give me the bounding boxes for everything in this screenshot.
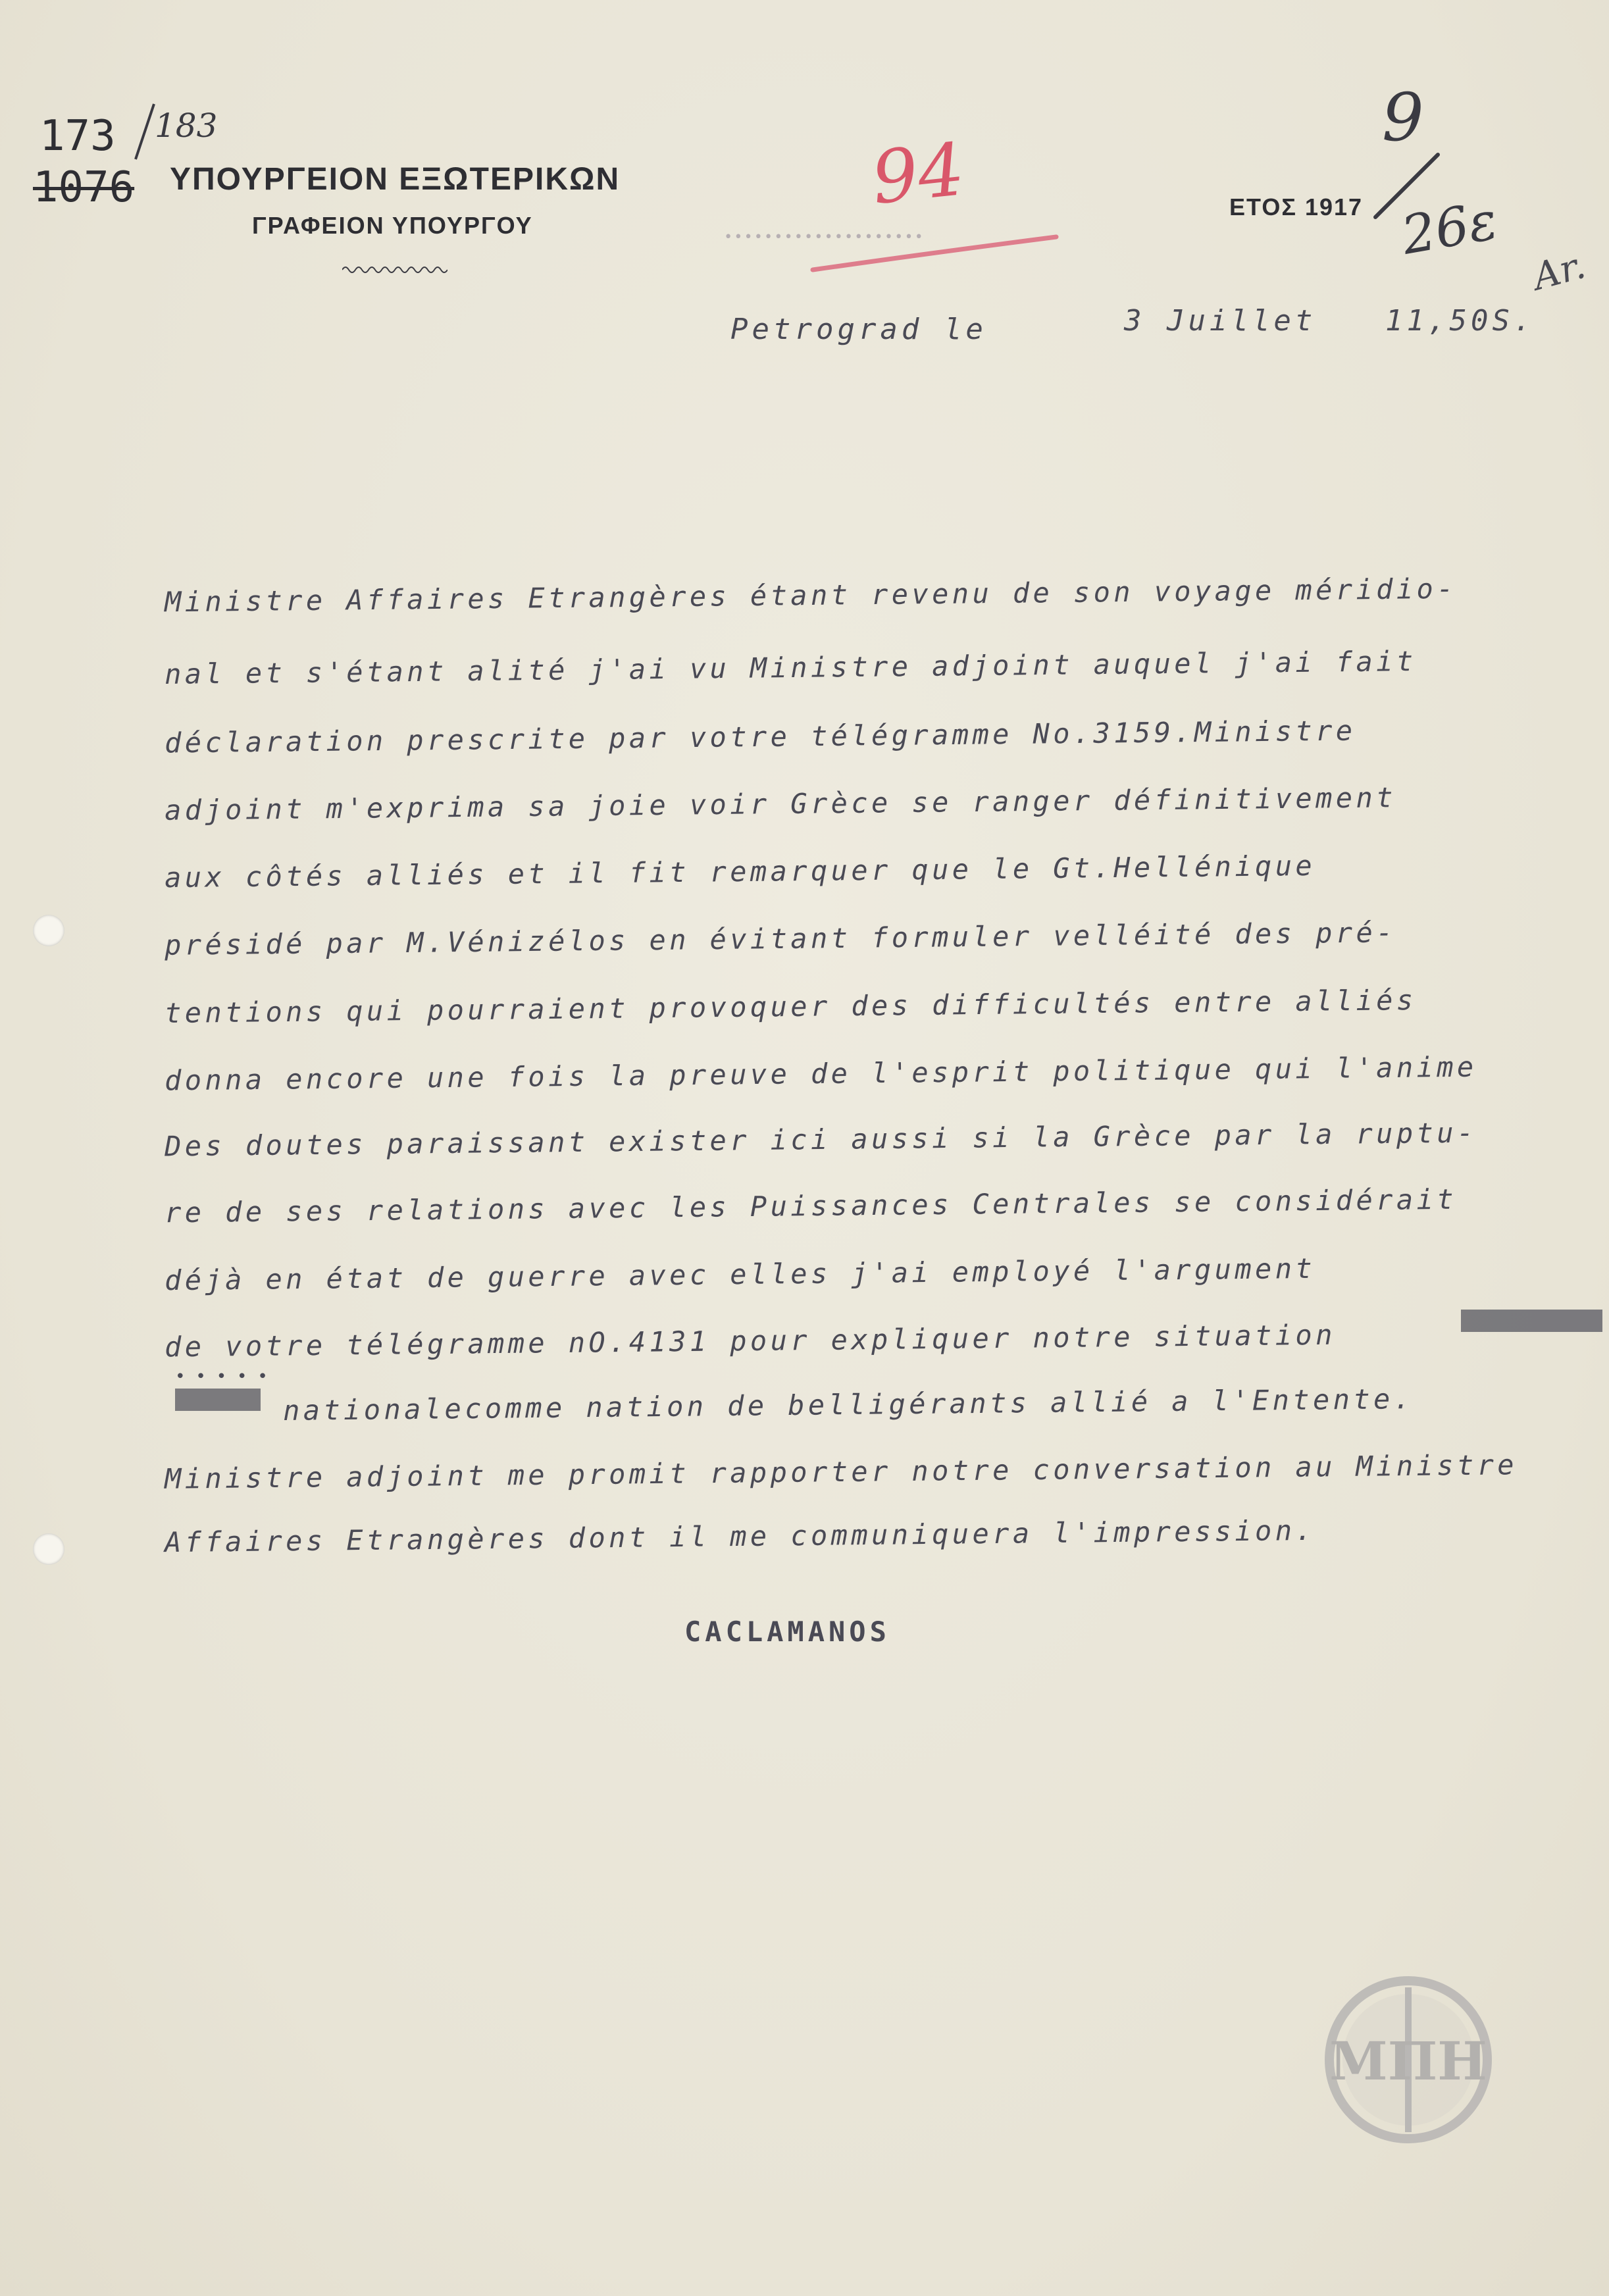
body-line: nationalecomme nation de belligérants allié a l'Entente.	[282, 1383, 1414, 1427]
body-line: déclaration prescrite par votre télégramme No.3159.Ministre	[164, 714, 1356, 759]
ministry-heading: ΥΠΟΥΡΓΕΙΟΝ ΕΞΩΤΕΡΙΚΩΝ	[170, 162, 621, 197]
archive-seal-icon	[1323, 1974, 1494, 2145]
dateline-time: 11,50S.	[1385, 304, 1535, 338]
punch-hole-top	[33, 915, 64, 946]
red-pencil-number: 94	[867, 127, 969, 220]
office-subheading: ΓΡΑΦΕΙΟΝ ΥΠΟΥΡΓΟΥ	[252, 212, 533, 239]
body-line: Des doutes paraissant exister ici aussi si la Grèce par la ruptu-	[164, 1116, 1477, 1163]
body-line: donna encore une fois la preuve de l'esprit politique qui l'anime	[164, 1050, 1477, 1097]
svg-text:• • • • •: • • • • •	[175, 1369, 268, 1387]
seal-text: ΜΠΗ	[1329, 2030, 1487, 2092]
body-line: nal et s'étant alité j'ai vu Ministre adjoint auquel j'ai fait	[164, 645, 1417, 690]
body-line: Ministre adjoint me promit rapporter notre conversation au Ministre	[164, 1448, 1518, 1495]
handwritten-initials: Ar.	[1528, 243, 1590, 299]
reference-number-handwritten: 183	[155, 107, 218, 145]
body-line: de votre télégramme nO.4131 pour expliquer notre situation	[164, 1318, 1337, 1364]
body-line: Affaires Etrangères dont il me communiquera l'impression.	[164, 1514, 1316, 1559]
body-line: déjà en état de guerre avec elles j'ai employé l'argument	[164, 1252, 1316, 1297]
punch-hole-bottom	[33, 1533, 64, 1565]
body-line: re de ses relations avec les Puissances Centrales se considérait	[164, 1183, 1458, 1229]
reference-number-current: 173	[39, 112, 116, 161]
dotted-marks-icon: ••••••••••••••••••••	[724, 229, 925, 245]
year-label: ΕΤΟΣ 1917	[1229, 193, 1364, 220]
struck-characters-end-icon	[1461, 1307, 1606, 1336]
handwritten-date-note: 26ε	[1397, 190, 1502, 267]
body-line: présidé par M.Vénizélos en évitant formuler velléité des pré-	[164, 916, 1397, 961]
reference-slash-icon	[132, 103, 158, 162]
decorative-squiggle-icon	[342, 263, 447, 276]
struck-characters-icon	[172, 1369, 278, 1415]
dateline-date: 3 Juillet	[1124, 304, 1317, 338]
signature: CACLAMANOS	[684, 1616, 890, 1648]
body-line: Ministre Affaires Etrangères étant revenu de son voyage méridio-	[164, 572, 1458, 619]
body-line: adjoint m'exprima sa joie voir Grèce se ranger définitivement	[164, 781, 1397, 827]
reference-number-struck: 1076	[33, 163, 135, 212]
handwritten-nine: 9	[1382, 79, 1424, 156]
body-line: tentions qui pourraient provoquer des difficultés entre alliés	[164, 984, 1417, 1029]
body-line: aux côtés alliés et il fit remarquer que le Gt.Hellénique	[164, 849, 1316, 894]
dateline-place: Petrograd le	[730, 313, 987, 346]
